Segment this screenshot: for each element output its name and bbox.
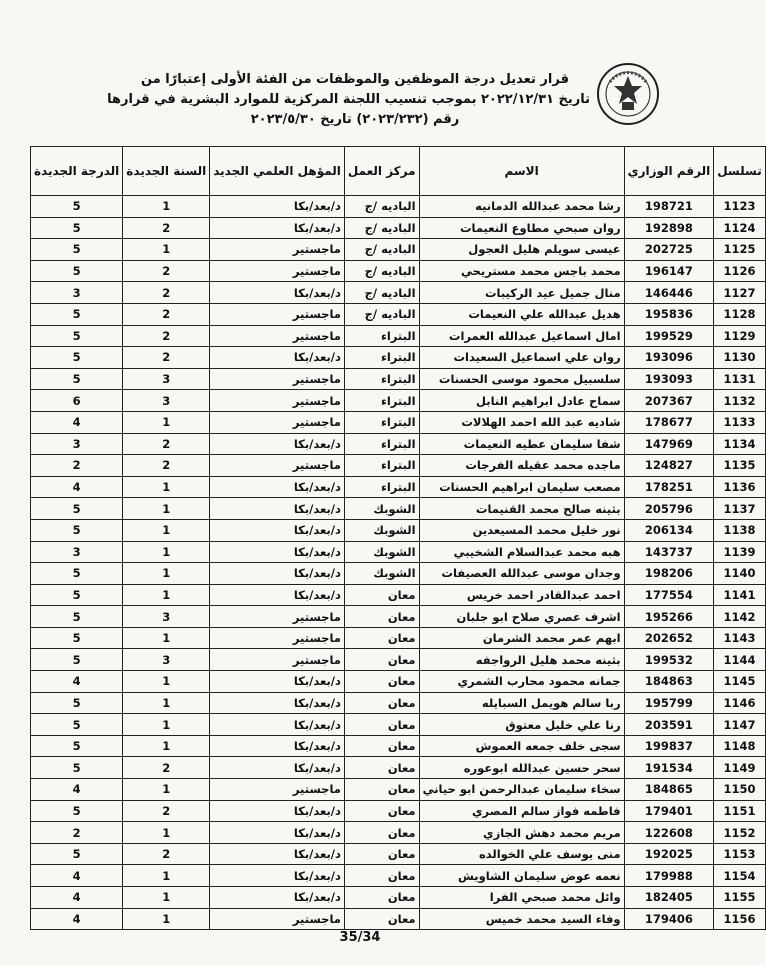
cell-center: الشوبك (344, 541, 419, 563)
cell-qualification: د/بعد/بكا (210, 282, 345, 304)
table-row (31, 584, 766, 606)
cell-grade: 5 (31, 217, 123, 239)
cell-center: الشوبك (344, 498, 419, 520)
cell-qualification: ماجستير (210, 908, 345, 930)
cell-year: 2 (123, 282, 210, 304)
cell-name: رشا محمد عبدالله الدمانيه (419, 196, 624, 218)
cell-year: 1 (123, 627, 210, 649)
cell-grade: 3 (31, 541, 123, 563)
cell-name: امال اسماعيل عبدالله العمرات (419, 325, 624, 347)
cell-national-no: 206134 (624, 519, 714, 541)
cell-grade: 2 (31, 455, 123, 477)
table-body (31, 196, 766, 930)
cell-year: 1 (123, 476, 210, 498)
cell-name: روان علي اسماعيل السعيدات (419, 347, 624, 369)
table-row (31, 411, 766, 433)
cell-center: الشوبك (344, 519, 419, 541)
cell-grade: 5 (31, 368, 123, 390)
table-row (31, 260, 766, 282)
cell-grade: 5 (31, 196, 123, 218)
cell-serial: 1141 (714, 584, 766, 606)
cell-name: جمانه محمود محارب الشمري (419, 671, 624, 693)
employees-table (30, 146, 766, 930)
col-center-header: مركز العمل (344, 147, 419, 196)
cell-serial: 1128 (714, 303, 766, 325)
cell-serial: 1146 (714, 692, 766, 714)
cell-year: 1 (123, 692, 210, 714)
cell-national-no: 193093 (624, 368, 714, 390)
col-grade-header: الدرجة الجديدة (31, 147, 123, 196)
table-row (31, 843, 766, 865)
col-year-header: السنة الجديدة (123, 147, 210, 196)
cell-national-no: 192898 (624, 217, 714, 239)
cell-serial: 1148 (714, 735, 766, 757)
cell-national-no: 178677 (624, 411, 714, 433)
cell-grade: 5 (31, 325, 123, 347)
cell-center: معان (344, 887, 419, 909)
cell-name: سحر حسين عبدالله ابوعوره (419, 757, 624, 779)
cell-center: معان (344, 843, 419, 865)
table-row (31, 563, 766, 585)
cell-year: 2 (123, 800, 210, 822)
cell-center: البتراء (344, 433, 419, 455)
cell-qualification: د/بعد/بكا (210, 196, 345, 218)
cell-center: معان (344, 714, 419, 736)
cell-year: 2 (123, 433, 210, 455)
cell-center: معان (344, 757, 419, 779)
cell-grade: 5 (31, 692, 123, 714)
cell-grade: 4 (31, 671, 123, 693)
cell-national-no: 124827 (624, 455, 714, 477)
cell-serial: 1134 (714, 433, 766, 455)
cell-national-no: 184863 (624, 671, 714, 693)
cell-grade: 5 (31, 649, 123, 671)
col-qualification-header: المؤهل العلمي الجديد (210, 147, 345, 196)
table-row (31, 498, 766, 520)
cell-center: معان (344, 627, 419, 649)
table-row (31, 476, 766, 498)
cell-center: الباديه /ج (344, 282, 419, 304)
cell-grade: 4 (31, 476, 123, 498)
cell-national-no: 207367 (624, 390, 714, 412)
cell-qualification: د/بعد/بكا (210, 887, 345, 909)
cell-qualification: د/بعد/بكا (210, 584, 345, 606)
cell-grade: 5 (31, 627, 123, 649)
cell-qualification: د/بعد/بكا (210, 433, 345, 455)
table-row (31, 347, 766, 369)
cell-year: 1 (123, 779, 210, 801)
cell-name: هديل عبدالله علي النعيمات (419, 303, 624, 325)
cell-national-no: 199837 (624, 735, 714, 757)
cell-national-no: 202725 (624, 239, 714, 261)
cell-year: 2 (123, 217, 210, 239)
cell-name: محمد باجس محمد مستريحي (419, 260, 624, 282)
cell-serial: 1155 (714, 887, 766, 909)
cell-center: البتراء (344, 476, 419, 498)
cell-year: 1 (123, 671, 210, 693)
cell-grade: 4 (31, 887, 123, 909)
page-number: 35/34 (339, 930, 381, 945)
cell-national-no: 179988 (624, 865, 714, 887)
cell-serial: 1130 (714, 347, 766, 369)
cell-qualification: د/بعد/بكا (210, 476, 345, 498)
cell-name: سخاء سليمان عبدالرحمن ابو حياني (419, 779, 624, 801)
cell-serial: 1135 (714, 455, 766, 477)
table-row (31, 908, 766, 930)
cell-grade: 5 (31, 800, 123, 822)
cell-grade: 5 (31, 757, 123, 779)
cell-center: البتراء (344, 347, 419, 369)
cell-name: احمد عبدالقادر احمد خريس (419, 584, 624, 606)
table-row (31, 887, 766, 909)
cell-center: الباديه /ج (344, 217, 419, 239)
cell-serial: 1133 (714, 411, 766, 433)
table-row (31, 714, 766, 736)
cell-grade: 6 (31, 390, 123, 412)
cell-national-no: 182405 (624, 887, 714, 909)
table-row (31, 217, 766, 239)
cell-center: البتراء (344, 368, 419, 390)
cell-center: البتراء (344, 390, 419, 412)
cell-qualification: د/بعد/بكا (210, 563, 345, 585)
cell-serial: 1151 (714, 800, 766, 822)
cell-center: الباديه /ج (344, 303, 419, 325)
cell-serial: 1144 (714, 649, 766, 671)
cell-year: 1 (123, 865, 210, 887)
cell-national-no: 177554 (624, 584, 714, 606)
cell-grade: 5 (31, 347, 123, 369)
cell-grade: 5 (31, 498, 123, 520)
decision-header (107, 70, 590, 130)
col-serial-header: تسلسل (714, 147, 766, 196)
table-row (31, 671, 766, 693)
cell-serial: 1152 (714, 822, 766, 844)
cell-year: 1 (123, 196, 210, 218)
cell-grade: 3 (31, 282, 123, 304)
cell-center: معان (344, 735, 419, 757)
cell-serial: 1127 (714, 282, 766, 304)
cell-year: 1 (123, 498, 210, 520)
cell-grade: 4 (31, 865, 123, 887)
cell-year: 2 (123, 260, 210, 282)
table-row (31, 692, 766, 714)
table-row (31, 455, 766, 477)
cell-year: 1 (123, 714, 210, 736)
cell-qualification: ماجستير (210, 606, 345, 628)
cell-serial: 1145 (714, 671, 766, 693)
cell-serial: 1136 (714, 476, 766, 498)
cell-qualification: ماجستير (210, 779, 345, 801)
cell-year: 2 (123, 455, 210, 477)
cell-year: 3 (123, 368, 210, 390)
cell-national-no: 184865 (624, 779, 714, 801)
cell-name: شاديه عبد الله احمد الهلالات (419, 411, 624, 433)
cell-year: 1 (123, 735, 210, 757)
cell-name: وجدان موسى عبدالله العصيفات (419, 563, 624, 585)
cell-center: معان (344, 671, 419, 693)
cell-center: معان (344, 822, 419, 844)
cell-serial: 1143 (714, 627, 766, 649)
cell-qualification: د/بعد/بكا (210, 865, 345, 887)
cell-year: 2 (123, 757, 210, 779)
cell-year: 3 (123, 390, 210, 412)
cell-national-no: 143737 (624, 541, 714, 563)
cell-national-no: 195836 (624, 303, 714, 325)
cell-year: 1 (123, 584, 210, 606)
cell-center: الشوبك (344, 563, 419, 585)
cell-year: 3 (123, 649, 210, 671)
cell-center: معان (344, 584, 419, 606)
table-row (31, 282, 766, 304)
table-row (31, 325, 766, 347)
table-header-row (31, 147, 766, 196)
cell-grade: 4 (31, 411, 123, 433)
cell-grade: 4 (31, 908, 123, 930)
cell-serial: 1137 (714, 498, 766, 520)
cell-serial: 1125 (714, 239, 766, 261)
header-line-1: قرار تعديل درجة الموظفين والموظفات من الفئة الأولى إعتبارًا من (141, 72, 569, 87)
cell-name: منال جميل عيد الركيبات (419, 282, 624, 304)
cell-serial: 1149 (714, 757, 766, 779)
cell-qualification: د/بعد/بكا (210, 519, 345, 541)
cell-center: معان (344, 779, 419, 801)
cell-name: مريم محمد دهش الجازي (419, 822, 624, 844)
header-line-3: رقم (٢٠٢٣/٢٣٢) تاريخ ٢٠٢٣/٥/٣٠ (250, 112, 460, 127)
cell-qualification: د/بعد/بكا (210, 217, 345, 239)
cell-qualification: د/بعد/بكا (210, 822, 345, 844)
cell-qualification: د/بعد/بكا (210, 347, 345, 369)
cell-serial: 1129 (714, 325, 766, 347)
cell-grade: 5 (31, 260, 123, 282)
cell-year: 2 (123, 347, 210, 369)
cell-year: 1 (123, 411, 210, 433)
cell-national-no: 195799 (624, 692, 714, 714)
col-national-no-header: الرقم الوزاري (624, 147, 714, 196)
cell-qualification: ماجستير (210, 649, 345, 671)
table-row (31, 390, 766, 412)
cell-name: نعمه عوض سليمان الشاويش (419, 865, 624, 887)
cell-center: الباديه /ج (344, 239, 419, 261)
cell-name: ماجده محمد عقيله الفرجات (419, 455, 624, 477)
cell-qualification: د/بعد/بكا (210, 714, 345, 736)
cell-grade: 5 (31, 714, 123, 736)
table-row (31, 822, 766, 844)
cell-grade: 3 (31, 433, 123, 455)
cell-qualification: د/بعد/بكا (210, 671, 345, 693)
cell-qualification: ماجستير (210, 627, 345, 649)
cell-year: 1 (123, 887, 210, 909)
cell-center: معان (344, 606, 419, 628)
cell-center: معان (344, 908, 419, 930)
cell-name: روان صبحي مطاوع النعيمات (419, 217, 624, 239)
cell-name: ابهم عمر محمد الشرمان (419, 627, 624, 649)
cell-name: رنا علي خليل معتوق (419, 714, 624, 736)
table-row (31, 433, 766, 455)
cell-grade: 5 (31, 606, 123, 628)
cell-year: 2 (123, 325, 210, 347)
cell-serial: 1156 (714, 908, 766, 930)
table-row (31, 649, 766, 671)
cell-qualification: ماجستير (210, 411, 345, 433)
table-row (31, 196, 766, 218)
cell-name: وفاء السيد محمد خميس (419, 908, 624, 930)
table-row (31, 757, 766, 779)
cell-national-no: 178251 (624, 476, 714, 498)
cell-name: اشرف عصري صلاح ابو جلبان (419, 606, 624, 628)
cell-qualification: ماجستير (210, 260, 345, 282)
cell-grade: 4 (31, 779, 123, 801)
cell-year: 2 (123, 303, 210, 325)
cell-serial: 1147 (714, 714, 766, 736)
cell-name: بثينه صالح محمد القنيمات (419, 498, 624, 520)
cell-qualification: ماجستير (210, 368, 345, 390)
cell-qualification: د/بعد/بكا (210, 498, 345, 520)
cell-qualification: ماجستير (210, 455, 345, 477)
table-row (31, 865, 766, 887)
cell-year: 3 (123, 606, 210, 628)
cell-serial: 1140 (714, 563, 766, 585)
cell-grade: 5 (31, 303, 123, 325)
cell-serial: 1123 (714, 196, 766, 218)
cell-year: 1 (123, 908, 210, 930)
cell-name: بثينه محمد هليل الرواجفه (419, 649, 624, 671)
cell-national-no: 122608 (624, 822, 714, 844)
cell-qualification: ماجستير (210, 303, 345, 325)
table-row (31, 627, 766, 649)
cell-name: سلسبيل محمود موسى الحسنات (419, 368, 624, 390)
ministry-emblem (596, 62, 660, 126)
cell-name: مصعب سليمان ابراهيم الحسنات (419, 476, 624, 498)
cell-year: 2 (123, 843, 210, 865)
cell-qualification: ماجستير (210, 239, 345, 261)
cell-serial: 1139 (714, 541, 766, 563)
cell-name: وائل محمد صبحي الفرا (419, 887, 624, 909)
cell-name: ربا سالم هويمل السبايله (419, 692, 624, 714)
cell-name: عيسى سويلم هليل العجول (419, 239, 624, 261)
cell-center: البتراء (344, 455, 419, 477)
cell-name: سجى خلف جمعه العموش (419, 735, 624, 757)
cell-center: الباديه /ج (344, 260, 419, 282)
cell-national-no: 195266 (624, 606, 714, 628)
header-line-2: تاريخ ٢٠٢٢/١٢/٣١ بموجب تنسيب اللجنة المركزية للموارد البشرية في قرارها (107, 92, 590, 107)
table-row (31, 779, 766, 801)
cell-year: 1 (123, 519, 210, 541)
cell-qualification: د/بعد/بكا (210, 692, 345, 714)
cell-qualification: د/بعد/بكا (210, 843, 345, 865)
cell-serial: 1142 (714, 606, 766, 628)
cell-serial: 1126 (714, 260, 766, 282)
cell-national-no: 146446 (624, 282, 714, 304)
cell-national-no: 199532 (624, 649, 714, 671)
cell-qualification: د/بعد/بكا (210, 735, 345, 757)
cell-serial: 1138 (714, 519, 766, 541)
cell-name: هبه محمد عبدالسلام الشخيبي (419, 541, 624, 563)
cell-serial: 1132 (714, 390, 766, 412)
cell-center: البتراء (344, 411, 419, 433)
cell-name: فاطمه فواز سالم المصري (419, 800, 624, 822)
cell-grade: 5 (31, 584, 123, 606)
cell-serial: 1153 (714, 843, 766, 865)
table-row (31, 541, 766, 563)
table-row (31, 519, 766, 541)
table-row (31, 735, 766, 757)
cell-center: معان (344, 692, 419, 714)
cell-year: 1 (123, 541, 210, 563)
cell-grade: 5 (31, 519, 123, 541)
cell-year: 1 (123, 822, 210, 844)
cell-grade: 5 (31, 735, 123, 757)
cell-qualification: د/بعد/بكا (210, 757, 345, 779)
cell-name: سماح عادل ابراهيم النابل (419, 390, 624, 412)
cell-qualification: د/بعد/بكا (210, 541, 345, 563)
cell-national-no: 179401 (624, 800, 714, 822)
table-row (31, 800, 766, 822)
cell-center: البتراء (344, 325, 419, 347)
cell-center: الباديه /ج (344, 196, 419, 218)
table-row (31, 368, 766, 390)
cell-grade: 2 (31, 822, 123, 844)
cell-year: 1 (123, 563, 210, 585)
table-row (31, 606, 766, 628)
cell-qualification: د/بعد/بكا (210, 800, 345, 822)
cell-qualification: ماجستير (210, 325, 345, 347)
cell-name: منى يوسف علي الخوالده (419, 843, 624, 865)
cell-qualification: ماجستير (210, 390, 345, 412)
cell-name: شفا سليمان عطيه النعيمات (419, 433, 624, 455)
cell-national-no: 179406 (624, 908, 714, 930)
cell-serial: 1131 (714, 368, 766, 390)
cell-national-no: 202652 (624, 627, 714, 649)
table-row (31, 303, 766, 325)
cell-national-no: 205796 (624, 498, 714, 520)
cell-grade: 5 (31, 843, 123, 865)
cell-year: 1 (123, 239, 210, 261)
cell-national-no: 198206 (624, 563, 714, 585)
cell-grade: 5 (31, 239, 123, 261)
cell-grade: 5 (31, 563, 123, 585)
cell-center: معان (344, 865, 419, 887)
cell-national-no: 147969 (624, 433, 714, 455)
cell-national-no: 196147 (624, 260, 714, 282)
cell-name: نور خليل محمد المسيعدين (419, 519, 624, 541)
cell-serial: 1154 (714, 865, 766, 887)
cell-serial: 1150 (714, 779, 766, 801)
cell-national-no: 191534 (624, 757, 714, 779)
cell-national-no: 193096 (624, 347, 714, 369)
cell-national-no: 198721 (624, 196, 714, 218)
cell-national-no: 199529 (624, 325, 714, 347)
cell-national-no: 203591 (624, 714, 714, 736)
cell-center: معان (344, 800, 419, 822)
cell-serial: 1124 (714, 217, 766, 239)
cell-national-no: 192025 (624, 843, 714, 865)
cell-center: معان (344, 649, 419, 671)
col-name-header: الاسم (419, 147, 624, 196)
table-row (31, 239, 766, 261)
